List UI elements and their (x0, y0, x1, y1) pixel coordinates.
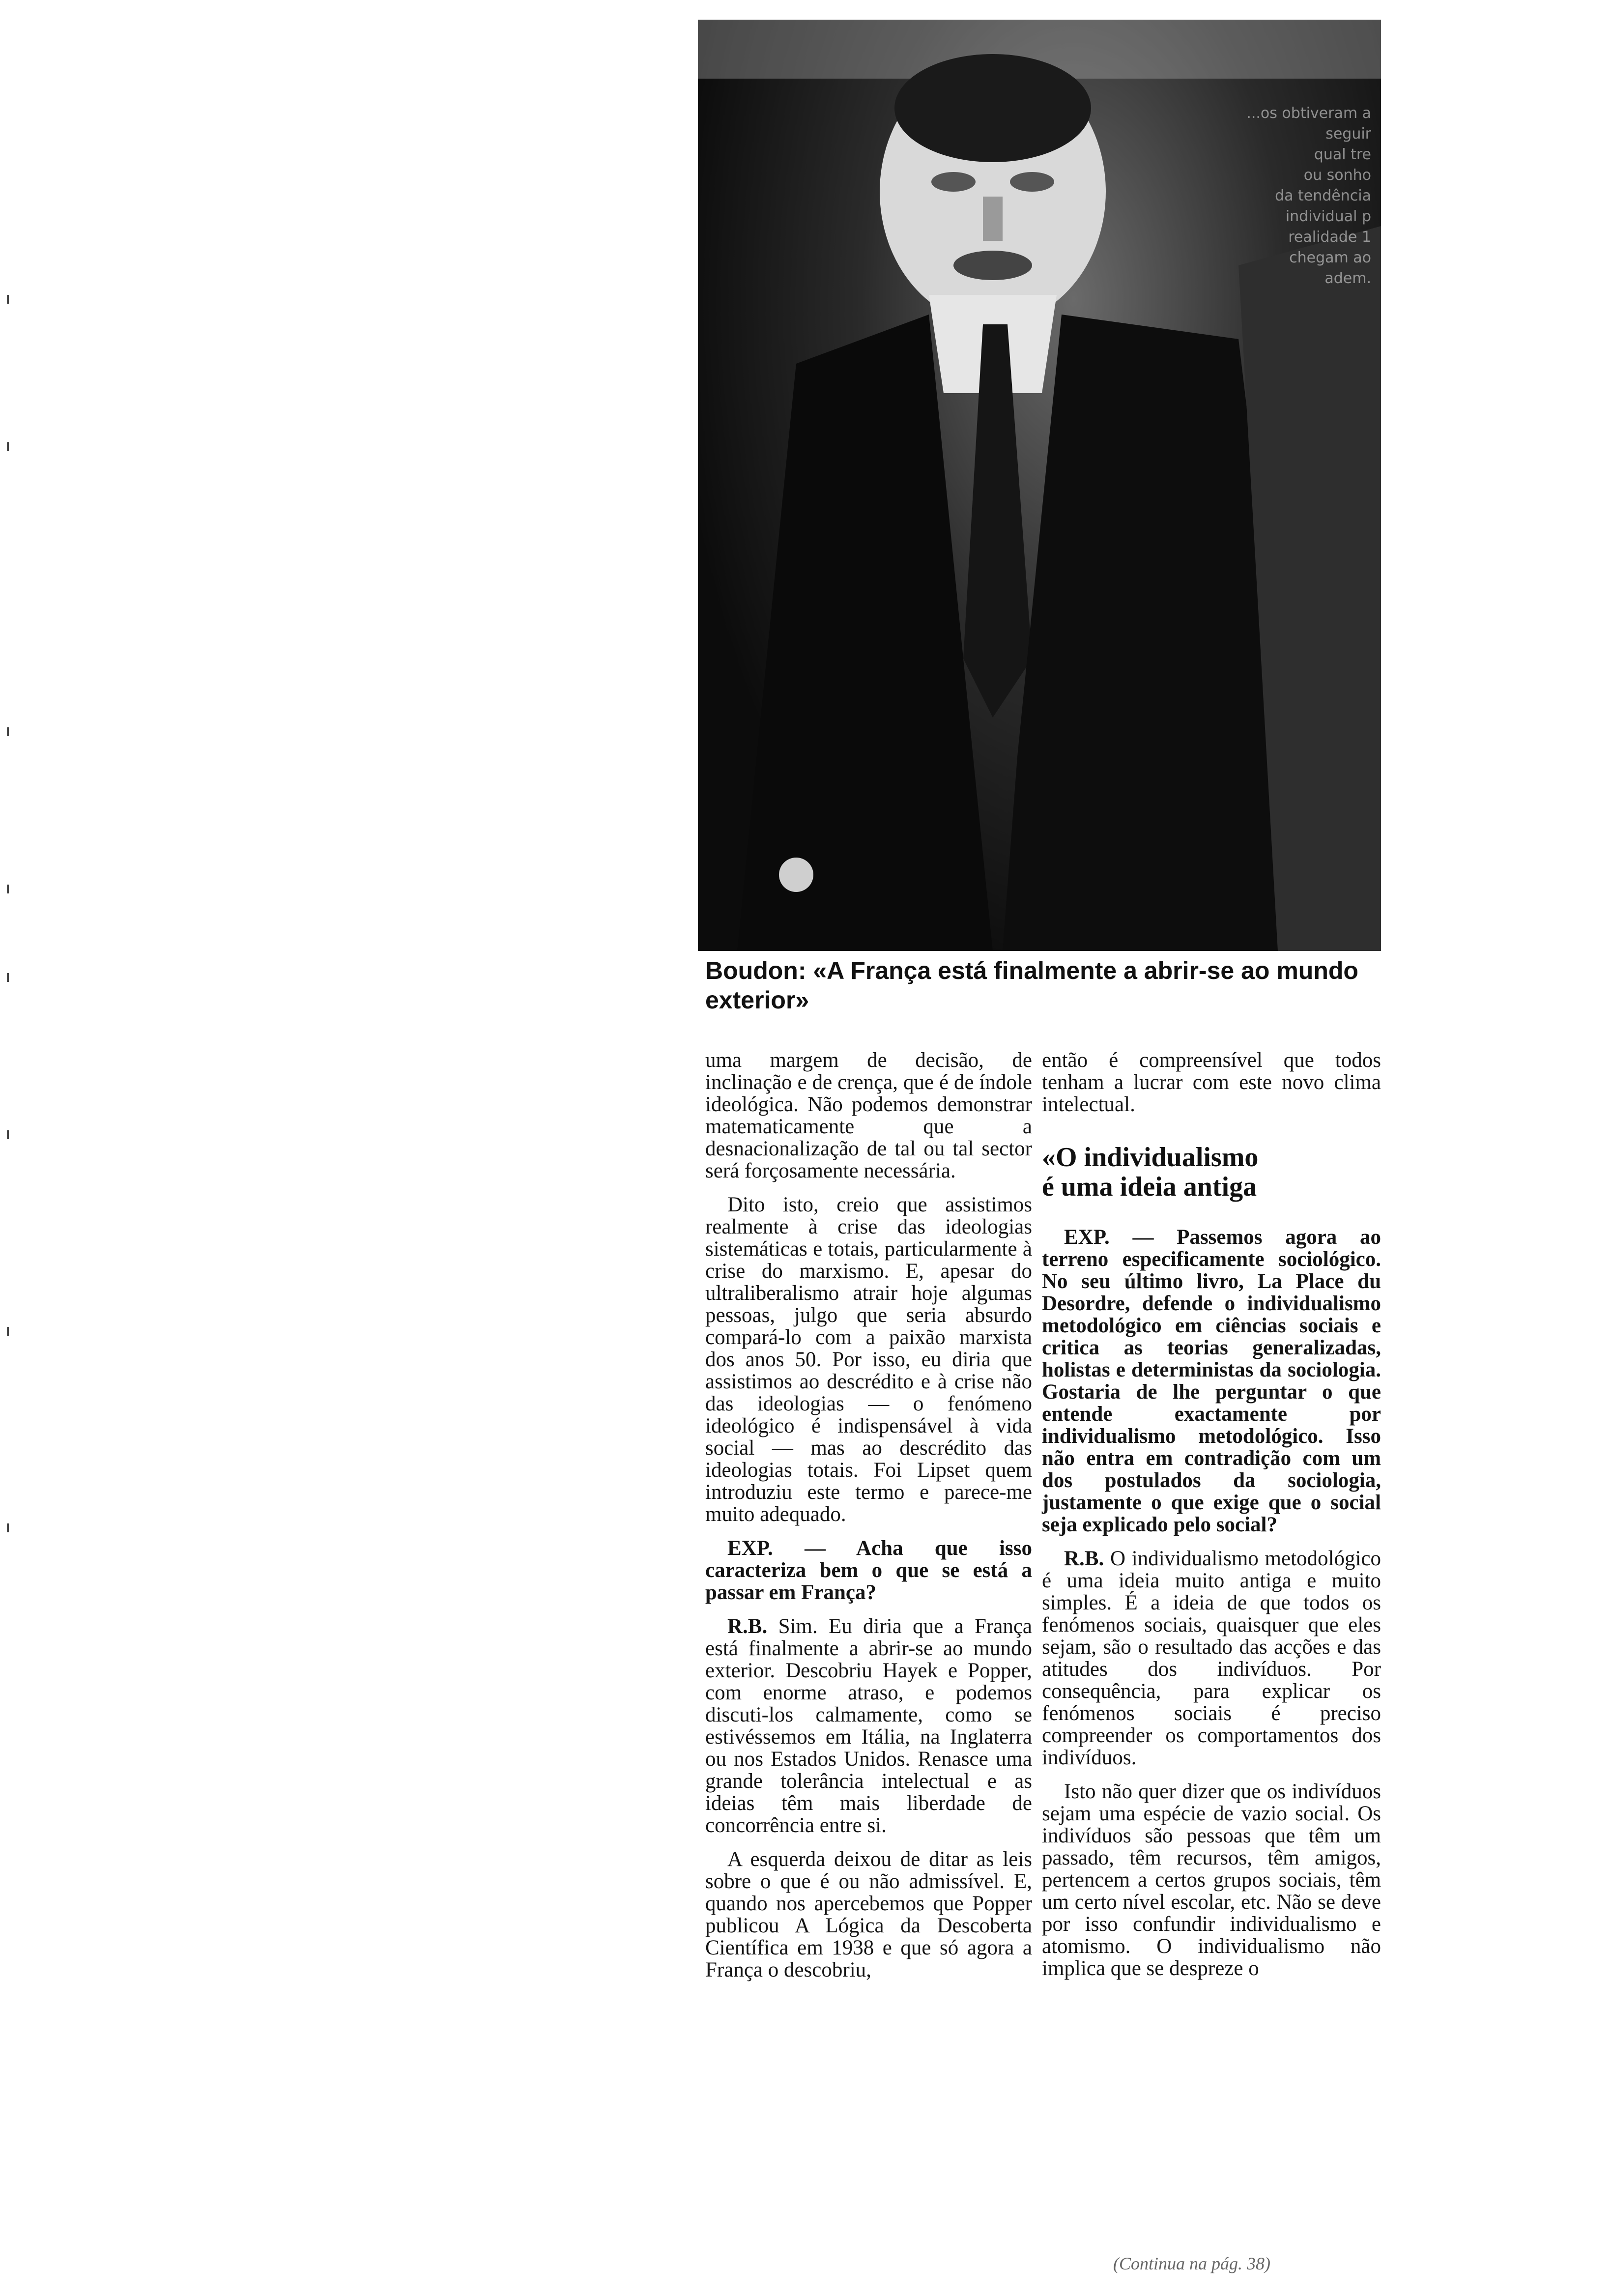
answer-text: O individualismo metodológico é uma ideia muito antiga e muito simples. É a ideia de que todos os fenómenos sociais, quaisquer que eles sejam, são o resultado das acções e das atitudes dos indivíduos. Por consequência, para explicar os fenómenos sociais é preciso compreender os comportamentos dos indivíduos. (1042, 1547, 1381, 1769)
paragraph: A esquerda deixou de ditar as leis sobre o que é ou não admissível. E, quando nos apercebemos que Popper publicou A Lógica da Descoberta Científica em 1938 e que só agora a França o descobriu, (705, 1848, 1032, 1981)
question-text: Acha que isso caracteriza bem o que se está a passar em França? (705, 1537, 1032, 1604)
interview-answer (705, 1615, 1032, 1837)
question-label: EXP. — (727, 1537, 826, 1560)
answer-label: R.B. (1064, 1547, 1104, 1570)
paragraph: então é compreensível que todos tenham a lucrar com este novo clima intelectual. (1042, 1049, 1381, 1116)
photo-caption: Boudon: «A França está finalmente a abrir-se ao mundo exterior» (705, 957, 1358, 1014)
answer-label: R.B. (727, 1615, 768, 1638)
scan-noise (796, 1022, 1288, 1047)
interview-question (705, 1537, 1032, 1604)
photo-boudon-portrait (698, 20, 1381, 951)
paragraph: uma margem de decisão, de inclinação e de crença, que é de índole ideológica. Não podemos demonstrar matematicamente que a desnacionalização de tal ou tal sector será forçosamente necessária. (705, 1049, 1032, 1182)
paragraph: Isto não quer dizer que os indivíduos sejam uma espécie de vazio social. Os indivíduos são pessoas que têm um passado, têm recursos, têm amigos, pertencem a certos grupos sociais, têm um certo nível escolar, etc. Não se deve por isso confundir individualismo e atomismo. O individualismo não implica que se despreze o (1042, 1780, 1381, 1980)
subheading-line: é uma ideia antiga (1042, 1172, 1257, 1202)
article-column-left (705, 1049, 1032, 1993)
photo-background-text: ...os obtiveram a seguir qual tre ou sonho da tendência individual p realidade 1 chegam ao adem. (1246, 105, 1371, 287)
question-label: EXP. — (1064, 1226, 1154, 1249)
question-text: Passemos agora ao terreno especificamente sociológico. No seu último livro, La Place du Desordre, defende o individualismo metodológico em ciências sociais e critica as teorias generalizadas, holistas e deterministas da sociologia. Gostaria de lhe perguntar o que entende exactamente por individualismo metodológico. Isso não entra em contradição com um dos postulados da sociologia, justamente o que exige que o social seja explicado pelo social? (1042, 1226, 1381, 1536)
interview-answer (1042, 1548, 1381, 1769)
subheading-line: «O individualismo (1042, 1142, 1259, 1173)
scan-edge-marks (0, 0, 20, 2296)
interview-question (1042, 1226, 1381, 1536)
article-column-right (1042, 1049, 1381, 1991)
paragraph: Dito isto, creio que assistimos realmente à crise das ideologias sistemáticas e totais, particularmente à crise do marxismo. E, apesar do ultraliberalismo atrair hoje algumas pessoas, julgo que seria absurdo compará-lo com a paixão marxista dos anos 50. Por isso, eu diria que assistimos ao descrédito e à crise não das ideologias — o fenómeno ideológico é indispensável à vida social — mas ao descrédito das ideologias totais. Foi Lipset quem introduziu este termo e parece-me muito adequado. (705, 1193, 1032, 1526)
continuation-note: (Continua na pág. 38) (1113, 2254, 1270, 2273)
answer-text: Sim. Eu diria que a França está finalmente a abrir-se ao mundo exterior. Descobriu Hayek e Popper, com enorme atraso, e podemos discuti-los calmamente, como se estivéssemos em Itália, na Inglaterra ou nos Estados Unidos. Renasce uma grande tolerância intelectual e as ideias têm mais liberdade de concorrência entre si. (705, 1615, 1032, 1837)
subheading (1042, 1143, 1381, 1202)
